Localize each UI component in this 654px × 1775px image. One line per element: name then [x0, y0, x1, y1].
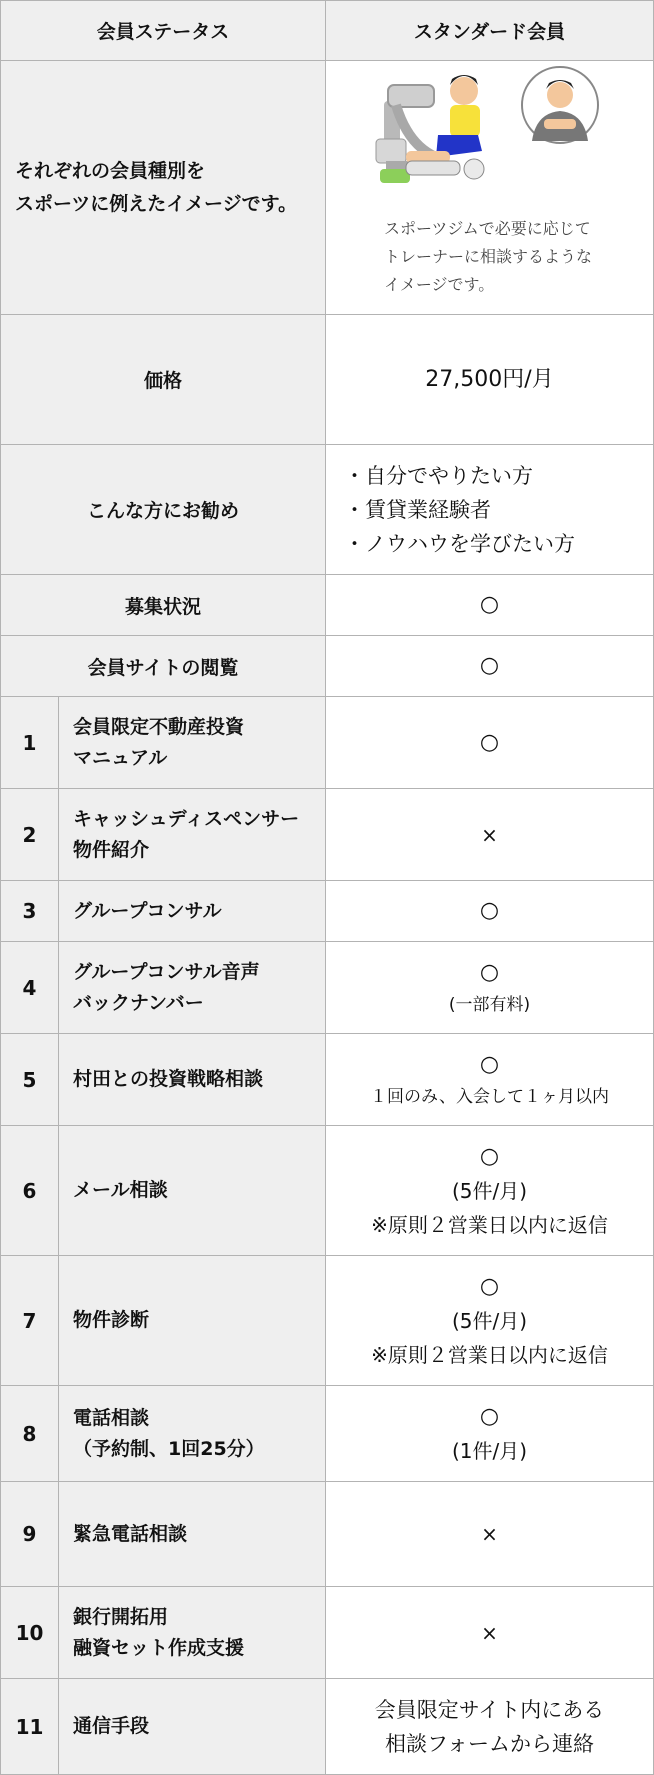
gym-illustration — [366, 65, 606, 213]
image-row-label-line1: それぞれの会員種別を — [15, 159, 206, 182]
row-value-mark: ○ — [479, 1143, 500, 1169]
row-value-text: × — [481, 1620, 498, 1645]
row-label — [58, 788, 326, 881]
row-value-note: ※原則２営業日以内に返信 — [371, 1342, 608, 1367]
row-value-line2: 相談フォームから連絡 — [385, 1731, 594, 1756]
row-number — [0, 1385, 59, 1482]
site-label-text: 会員サイトの閲覧 — [87, 656, 239, 679]
row-number-text: 8 — [22, 1421, 37, 1446]
row-number-text: 6 — [22, 1178, 37, 1203]
header-status-label — [0, 0, 326, 61]
row-number-text: 10 — [15, 1620, 44, 1645]
row-value — [325, 880, 654, 942]
site-value-text: ○ — [479, 653, 500, 678]
row-number — [0, 1678, 59, 1775]
row-label-line1: 村田との投資戦略相談 — [73, 1068, 264, 1090]
row-value-mark: ○ — [479, 959, 500, 985]
row-label-line2: 融資セット作成支援 — [73, 1636, 245, 1659]
row-label-line2: バックナンバー — [73, 991, 204, 1014]
row-number — [0, 696, 59, 789]
row-value — [325, 788, 654, 881]
recruit-value — [325, 574, 654, 636]
row-value-quota: (1件/月) — [451, 1438, 528, 1463]
row-label-line1: グループコンサル音声 — [73, 960, 260, 983]
image-row-label-line2: スポーツに例えたイメージです。 — [15, 192, 298, 215]
illustration-caption-line1: スポーツジムで必要に応じて — [384, 219, 591, 238]
row-value-note: (一部有料) — [448, 994, 531, 1015]
row-value-text: × — [481, 822, 498, 847]
row-label — [58, 941, 326, 1034]
row-value-line1: 会員限定サイト内にある — [374, 1697, 605, 1722]
row-value-mark: ○ — [479, 1273, 500, 1299]
row-value-mark: ○ — [479, 1403, 500, 1429]
row-value — [325, 1586, 654, 1679]
row-label — [58, 1033, 326, 1126]
row-label-line1: キャッシュディスペンサー — [73, 807, 300, 830]
row-label — [58, 1255, 326, 1386]
row-label-line1: メール相談 — [73, 1179, 168, 1201]
row-label-line1: 銀行開拓用 — [73, 1605, 169, 1628]
image-row-illustration-cell — [325, 60, 654, 315]
row-number — [0, 880, 59, 942]
row-number-text: 4 — [22, 975, 37, 1000]
row-number-text: 11 — [15, 1714, 44, 1739]
row-label — [58, 1385, 326, 1482]
recommend-item: ・賃貸業経験者 — [344, 497, 491, 522]
row-value-text: ○ — [479, 898, 500, 923]
row-number-text: 5 — [22, 1067, 37, 1092]
row-label-line2: （予約制、1回25分） — [73, 1437, 265, 1460]
row-value — [325, 1678, 654, 1775]
header-plan-name — [325, 0, 654, 61]
row-label-line1: 物件診断 — [73, 1309, 150, 1331]
row-number — [0, 1481, 59, 1587]
row-label-line1: グループコンサル — [73, 899, 222, 922]
row-label — [58, 1586, 326, 1679]
row-number-text: 7 — [22, 1308, 37, 1333]
image-row-label — [0, 60, 326, 315]
row-value — [325, 1481, 654, 1587]
illustration-caption-line3: イメージです。 — [384, 275, 495, 294]
row-label-line1: 会員限定不動産投資 — [73, 715, 245, 738]
row-value — [325, 696, 654, 789]
row-value-note: １回のみ、入会して１ヶ月以内 — [369, 1086, 610, 1107]
price-label — [0, 314, 326, 445]
recommend-label — [0, 444, 326, 575]
row-label-line1: 緊急電話相談 — [73, 1522, 188, 1545]
row-number — [0, 1255, 59, 1386]
row-number — [0, 1033, 59, 1126]
row-label — [58, 1125, 326, 1256]
row-number — [0, 1586, 59, 1679]
recommend-list — [325, 444, 654, 575]
row-label — [58, 1678, 326, 1775]
row-label — [58, 696, 326, 789]
row-number-text: 2 — [22, 822, 37, 847]
row-number — [0, 788, 59, 881]
row-label — [58, 880, 326, 942]
row-number-text: 9 — [22, 1522, 37, 1546]
illustration-caption-line2: トレーナーに相談するような — [384, 247, 593, 266]
row-label-line1: 通信手段 — [73, 1715, 150, 1737]
price-value — [325, 314, 654, 445]
row-number-text: 1 — [22, 730, 37, 755]
row-value-note: ※原則２営業日以内に返信 — [371, 1212, 608, 1237]
recommend-label-text: こんな方にお勧め — [86, 500, 239, 522]
header-col1-text: 会員ステータス — [96, 21, 230, 43]
site-label — [0, 635, 326, 697]
header-col2-text: スタンダード会員 — [413, 21, 566, 43]
row-number — [0, 941, 59, 1034]
recruit-value-text: ○ — [479, 592, 500, 617]
row-value-mark: ○ — [479, 1051, 500, 1077]
row-value — [325, 1385, 654, 1482]
row-value — [325, 941, 654, 1034]
row-label-line2: 物件紹介 — [73, 838, 150, 861]
row-value — [325, 1255, 654, 1386]
recommend-item: ・ノウハウを学びたい方 — [344, 531, 575, 556]
row-value-quota: (5件/月) — [451, 1308, 528, 1333]
row-label — [58, 1481, 326, 1587]
recruit-label — [0, 574, 326, 636]
site-value — [325, 635, 654, 697]
row-label-line1: 電話相談 — [73, 1406, 150, 1429]
recruit-label-text: 募集状況 — [124, 595, 201, 618]
price-value-text: 27,500円/月 — [425, 366, 554, 392]
row-number-text: 3 — [22, 899, 37, 923]
price-label-text: 価格 — [143, 370, 182, 392]
recommend-item: ・自分でやりたい方 — [344, 463, 533, 488]
row-value — [325, 1033, 654, 1126]
row-value-text: ○ — [479, 729, 500, 755]
row-value-quota: (5件/月) — [451, 1178, 528, 1203]
row-value — [325, 1125, 654, 1256]
row-value-text: × — [481, 1522, 498, 1546]
row-number — [0, 1125, 59, 1256]
row-label-line2: マニュアル — [73, 746, 168, 769]
